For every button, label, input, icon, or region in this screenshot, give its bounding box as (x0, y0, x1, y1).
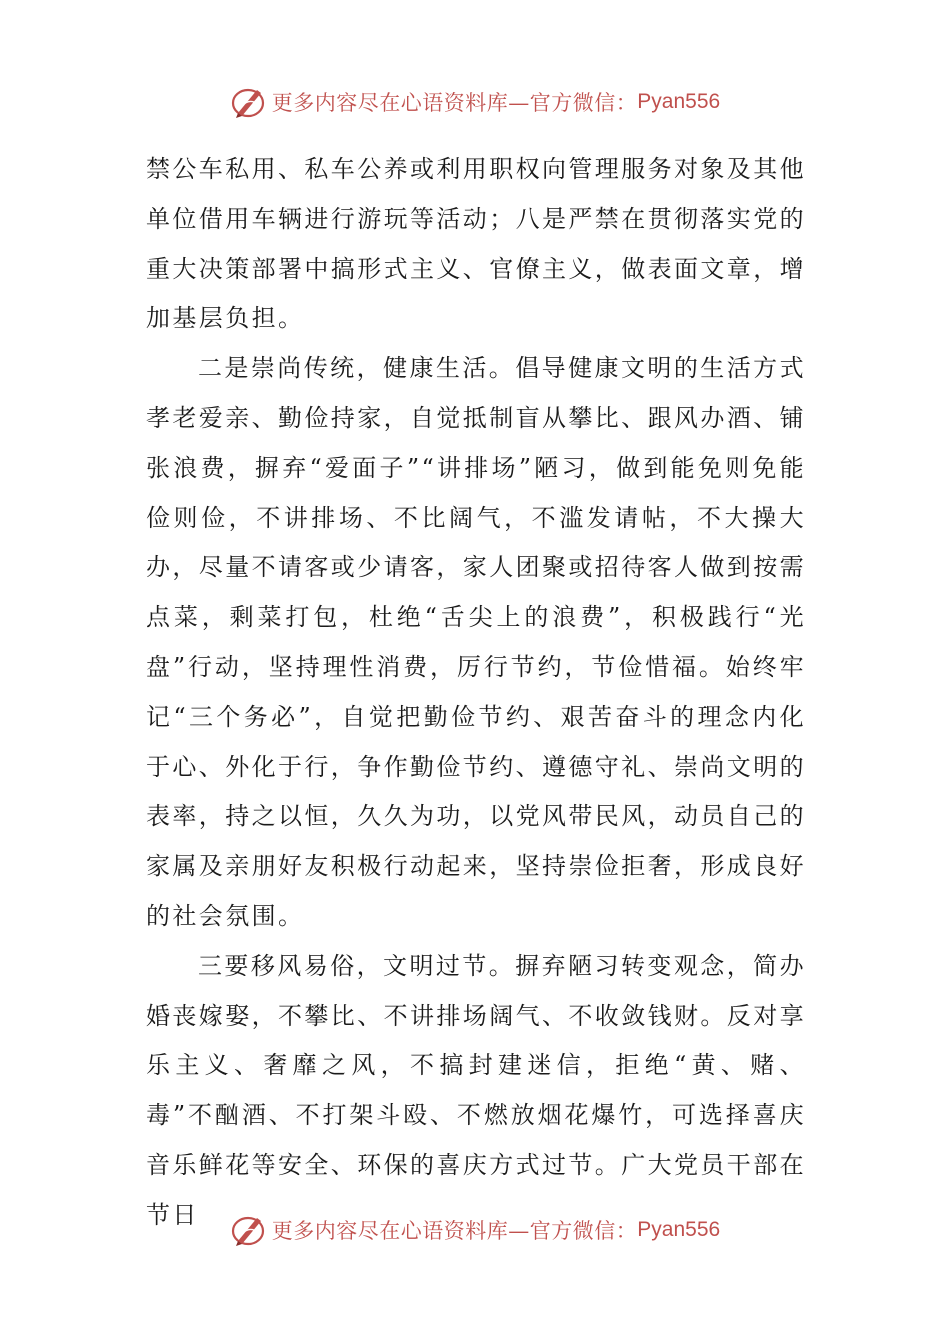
paragraph-1: 禁公车私用、私车公养或利用职权向管理服务对象及其他单位借用车辆进行游玩等活动；八是严禁在贯彻落实党的重大决策部署中搞形式主义、官僚主义，做表面文章，增加基层负担。 (146, 155, 806, 333)
header-banner (0, 80, 950, 124)
paragraph-2: 二是崇尚传统，健康生活。倡导健康文明的生活方式孝老爱亲、勤俭持家，自觉抵制盲从攀比、跟风办酒、铺张浪费，摒弃“爱面子”“讲排场”陋习，做到能免则免能俭则俭，不讲排场、不比阔气，不滥发请帖，不大操大办，尽量不请客或少请客，家人团聚或招待客人做到按需点菜，剩菜打包，杜绝“舌尖上的浪费”，积极践行“光盘”行动，坚持理性消费，厉行节约，节俭惜福。始终牢记“三个务必”，自觉把勤俭节约、艰苦奋斗的理念内化于心、外化于行，争作勤俭节约、遵德守礼、崇尚文明的表率，持之以恒，久久为功，以党风带民风，动员自己的家属及亲朋好友积极行动起来，坚持崇俭拒奢，形成良好的社会氛围。 (146, 354, 806, 930)
pen-logo-icon (230, 1211, 268, 1249)
pen-logo-icon (230, 83, 268, 121)
document-body (146, 145, 806, 1241)
footer-banner (0, 1208, 950, 1252)
header-banner-text: 更多内容尽在心语资料库—官方微信： (271, 91, 638, 115)
header-wechat-id: Pyan556 (637, 90, 721, 113)
footer-banner-text: 更多内容尽在心语资料库—官方微信： (271, 1219, 638, 1243)
paragraph-3: 三要移风易俗，文明过节。摒弃陋习转变观念，简办婚丧嫁娶，不攀比、不讲排场阔气、不收敛钱财。反对享乐主义、奢靡之风，不搞封建迷信，拒绝“黄、赌、毒”不酗酒、不打架斗殴、不燃放烟花爆竹，可选择喜庆音乐鲜花等安全、环保的喜庆方式过节。广大党员干部在节日 (146, 951, 806, 1229)
footer-wechat-id: Pyan556 (637, 1218, 721, 1241)
